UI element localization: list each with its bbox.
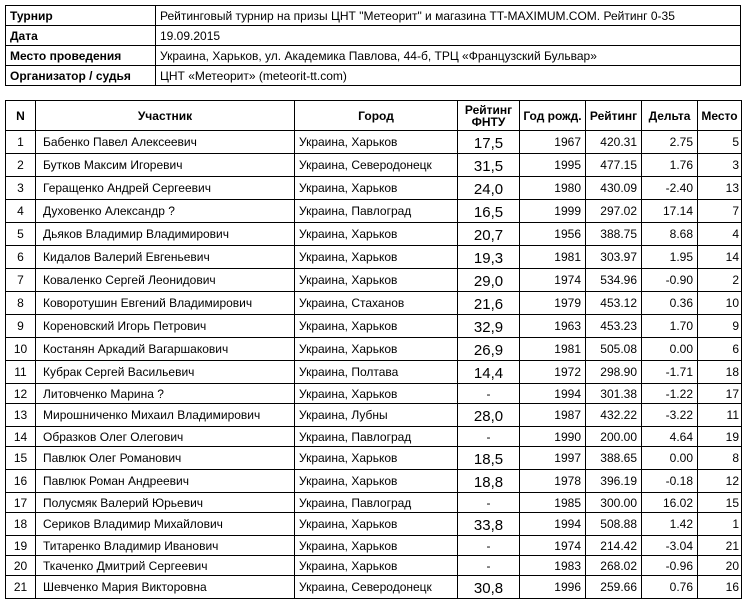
info-row-venue [6,46,741,66]
cell-delta: 1.95 [642,246,698,269]
cell-fntu-rating: - [458,556,520,576]
cell-fntu-rating: 18,8 [458,470,520,493]
cell-city: Украина, Стаханов [295,292,458,315]
cell-city: Украина, Харьков [295,269,458,292]
cell-player-name: Шевченко Мария Викторовна [36,576,295,599]
cell-place: 9 [698,315,742,338]
cell-place: 7 [698,200,742,223]
organizer-value: ЦНТ «Метеорит» (meteorit-tt.com) [156,66,741,86]
tournament-value: Рейтинговый турнир на призы ЦНТ "Метеорит" и магазина TT-MAXIMUM.COM. Рейтинг 0-35 [156,6,741,26]
col-header-place: Место [698,101,742,131]
cell-place: 16 [698,576,742,599]
cell-city: Украина, Харьков [295,470,458,493]
cell-player-name: Литовченко Марина ? [36,384,295,404]
col-header-year: Год рожд. [520,101,586,131]
cell-fntu-rating: 32,9 [458,315,520,338]
table-row [6,513,742,536]
cell-n: 6 [6,246,36,269]
cell-rating: 453.23 [586,315,642,338]
cell-rating: 300.00 [586,493,642,513]
cell-player-name: Павлюк Роман Андреевич [36,470,295,493]
cell-birth-year: 1972 [520,361,586,384]
cell-delta: 8.68 [642,223,698,246]
table-row [6,493,742,513]
cell-fntu-rating: 21,6 [458,292,520,315]
cell-fntu-rating: 33,8 [458,513,520,536]
cell-n: 14 [6,427,36,447]
cell-city: Украина, Харьков [295,384,458,404]
cell-rating: 268.02 [586,556,642,576]
table-row [6,447,742,470]
cell-rating: 432.22 [586,404,642,427]
cell-rating: 298.90 [586,361,642,384]
cell-delta: -1.22 [642,384,698,404]
cell-city: Украина, Харьков [295,223,458,246]
cell-n: 13 [6,404,36,427]
col-header-fntu-line2: ФНТУ [471,114,506,129]
cell-rating: 534.96 [586,269,642,292]
cell-player-name: Коваленко Сергей Леонидович [36,269,295,292]
cell-n: 5 [6,223,36,246]
cell-player-name: Ткаченко Дмитрий Сергеевич [36,556,295,576]
cell-player-name: Кидалов Валерий Евгеньевич [36,246,295,269]
col-header-delta: Дельта [642,101,698,131]
cell-delta: -3.22 [642,404,698,427]
cell-place: 14 [698,246,742,269]
table-row [6,556,742,576]
cell-delta: -2.40 [642,177,698,200]
cell-place: 3 [698,154,742,177]
cell-birth-year: 1996 [520,576,586,599]
cell-rating: 430.09 [586,177,642,200]
date-label: Дата [6,26,156,46]
cell-delta: 0.00 [642,338,698,361]
cell-city: Украина, Павлоград [295,427,458,447]
cell-place: 5 [698,131,742,154]
cell-city: Украина, Павлоград [295,493,458,513]
tournament-label: Турнир [6,6,156,26]
cell-delta: 1.42 [642,513,698,536]
cell-place: 15 [698,493,742,513]
cell-city: Украина, Харьков [295,177,458,200]
cell-n: 2 [6,154,36,177]
cell-rating: 297.02 [586,200,642,223]
cell-birth-year: 1981 [520,246,586,269]
cell-birth-year: 1974 [520,269,586,292]
cell-fntu-rating: 26,9 [458,338,520,361]
cell-n: 17 [6,493,36,513]
cell-n: 11 [6,361,36,384]
col-header-player: Участник [36,101,295,131]
cell-place: 2 [698,269,742,292]
date-value: 19.09.2015 [156,26,741,46]
cell-player-name: Сериков Владимир Михайлович [36,513,295,536]
cell-city: Украина, Полтава [295,361,458,384]
cell-player-name: Титаренко Владимир Иванович [36,536,295,556]
table-row [6,200,742,223]
cell-rating: 396.19 [586,470,642,493]
table-row [6,177,742,200]
results-table [5,100,742,599]
cell-city: Украина, Харьков [295,556,458,576]
cell-place: 21 [698,536,742,556]
info-row-date [6,26,741,46]
cell-birth-year: 1980 [520,177,586,200]
cell-place: 17 [698,384,742,404]
cell-n: 20 [6,556,36,576]
cell-n: 8 [6,292,36,315]
col-header-rating: Рейтинг [586,101,642,131]
table-row [6,361,742,384]
cell-birth-year: 1956 [520,223,586,246]
cell-fntu-rating: 24,0 [458,177,520,200]
cell-birth-year: 1997 [520,447,586,470]
cell-rating: 505.08 [586,338,642,361]
table-row [6,576,742,599]
table-row [6,246,742,269]
cell-birth-year: 1979 [520,292,586,315]
cell-delta: 2.75 [642,131,698,154]
cell-rating: 388.75 [586,223,642,246]
table-row [6,154,742,177]
cell-place: 11 [698,404,742,427]
cell-fntu-rating: 28,0 [458,404,520,427]
cell-delta: 4.64 [642,427,698,447]
cell-delta: 16.02 [642,493,698,513]
venue-value: Украина, Харьков, ул. Академика Павлова, 44-б, ТРЦ «Французский Бульвар» [156,46,741,66]
organizer-label: Организатор / судья [6,66,156,86]
table-row [6,315,742,338]
cell-city: Украина, Северодонецк [295,154,458,177]
cell-rating: 200.00 [586,427,642,447]
cell-place: 18 [698,361,742,384]
table-row [6,427,742,447]
cell-rating: 259.66 [586,576,642,599]
tournament-info-table [5,5,741,86]
cell-player-name: Костанян Аркадий Вагаршакович [36,338,295,361]
cell-city: Украина, Харьков [295,513,458,536]
cell-place: 19 [698,427,742,447]
cell-birth-year: 1999 [520,200,586,223]
table-row [6,470,742,493]
col-header-city: Город [295,101,458,131]
cell-player-name: Кубрак Сергей Васильевич [36,361,295,384]
cell-place: 6 [698,338,742,361]
cell-player-name: Бутков Максим Игоревич [36,154,295,177]
cell-n: 15 [6,447,36,470]
cell-birth-year: 1995 [520,154,586,177]
cell-player-name: Бабенко Павел Алексеевич [36,131,295,154]
cell-rating: 303.97 [586,246,642,269]
cell-birth-year: 1987 [520,404,586,427]
cell-delta: -0.90 [642,269,698,292]
cell-fntu-rating: 29,0 [458,269,520,292]
cell-n: 3 [6,177,36,200]
cell-rating: 214.42 [586,536,642,556]
cell-player-name: Коворотушин Евгений Владимирович [36,292,295,315]
table-row [6,536,742,556]
cell-rating: 301.38 [586,384,642,404]
cell-city: Украина, Харьков [295,338,458,361]
table-row [6,384,742,404]
cell-birth-year: 1985 [520,493,586,513]
cell-birth-year: 1963 [520,315,586,338]
table-row [6,292,742,315]
cell-place: 10 [698,292,742,315]
cell-n: 1 [6,131,36,154]
cell-city: Украина, Харьков [295,447,458,470]
cell-city: Украина, Павлоград [295,200,458,223]
cell-fntu-rating: 14,4 [458,361,520,384]
cell-n: 16 [6,470,36,493]
cell-n: 9 [6,315,36,338]
cell-fntu-rating: - [458,536,520,556]
table-row [6,223,742,246]
col-header-fntu [458,101,520,131]
cell-city: Украина, Лубны [295,404,458,427]
cell-player-name: Образков Олег Олегович [36,427,295,447]
cell-birth-year: 1994 [520,384,586,404]
cell-fntu-rating: 31,5 [458,154,520,177]
venue-label: Место проведения [6,46,156,66]
cell-delta: 0.36 [642,292,698,315]
cell-n: 10 [6,338,36,361]
cell-player-name: Полусмяк Валерий Юрьевич [36,493,295,513]
cell-birth-year: 1994 [520,513,586,536]
cell-delta: -0.18 [642,470,698,493]
cell-birth-year: 1967 [520,131,586,154]
cell-delta: -0.96 [642,556,698,576]
cell-rating: 508.88 [586,513,642,536]
cell-player-name: Павлюк Олег Романович [36,447,295,470]
table-row [6,131,742,154]
cell-delta: 0.00 [642,447,698,470]
cell-place: 12 [698,470,742,493]
cell-rating: 477.15 [586,154,642,177]
cell-delta: 1.76 [642,154,698,177]
cell-city: Украина, Харьков [295,315,458,338]
info-row-organizer [6,66,741,86]
cell-fntu-rating: 16,5 [458,200,520,223]
cell-delta: 0.76 [642,576,698,599]
cell-fntu-rating: 19,3 [458,246,520,269]
col-header-fntu-line1: Рейтинг [464,102,513,117]
cell-city: Украина, Харьков [295,246,458,269]
cell-birth-year: 1978 [520,470,586,493]
cell-place: 1 [698,513,742,536]
cell-place: 20 [698,556,742,576]
cell-birth-year: 1974 [520,536,586,556]
cell-delta: 17.14 [642,200,698,223]
info-row-tournament [6,6,741,26]
table-row [6,269,742,292]
table-row [6,404,742,427]
cell-city: Украина, Харьков [295,536,458,556]
cell-player-name: Кореновский Игорь Петрович [36,315,295,338]
cell-fntu-rating: - [458,384,520,404]
cell-player-name: Духовенко Александр ? [36,200,295,223]
cell-n: 12 [6,384,36,404]
cell-rating: 453.12 [586,292,642,315]
cell-birth-year: 1981 [520,338,586,361]
cell-fntu-rating: 17,5 [458,131,520,154]
cell-fntu-rating: - [458,493,520,513]
cell-n: 21 [6,576,36,599]
cell-delta: -1.71 [642,361,698,384]
cell-fntu-rating: 20,7 [458,223,520,246]
cell-n: 4 [6,200,36,223]
cell-player-name: Мирошниченко Михаил Владимирович [36,404,295,427]
cell-rating: 420.31 [586,131,642,154]
cell-player-name: Геращенко Андрей Сергеевич [36,177,295,200]
cell-n: 7 [6,269,36,292]
cell-fntu-rating: 18,5 [458,447,520,470]
cell-fntu-rating: 30,8 [458,576,520,599]
table-row [6,338,742,361]
cell-city: Украина, Северодонецк [295,576,458,599]
cell-birth-year: 1983 [520,556,586,576]
cell-place: 8 [698,447,742,470]
cell-n: 19 [6,536,36,556]
results-body [6,131,742,599]
cell-birth-year: 1990 [520,427,586,447]
cell-player-name: Дьяков Владимир Владимирович [36,223,295,246]
cell-place: 4 [698,223,742,246]
cell-n: 18 [6,513,36,536]
results-header-row [6,101,742,131]
cell-fntu-rating: - [458,427,520,447]
cell-delta: 1.70 [642,315,698,338]
cell-city: Украина, Харьков [295,131,458,154]
col-header-n: N [6,101,36,131]
cell-delta: -3.04 [642,536,698,556]
cell-place: 13 [698,177,742,200]
cell-rating: 388.65 [586,447,642,470]
